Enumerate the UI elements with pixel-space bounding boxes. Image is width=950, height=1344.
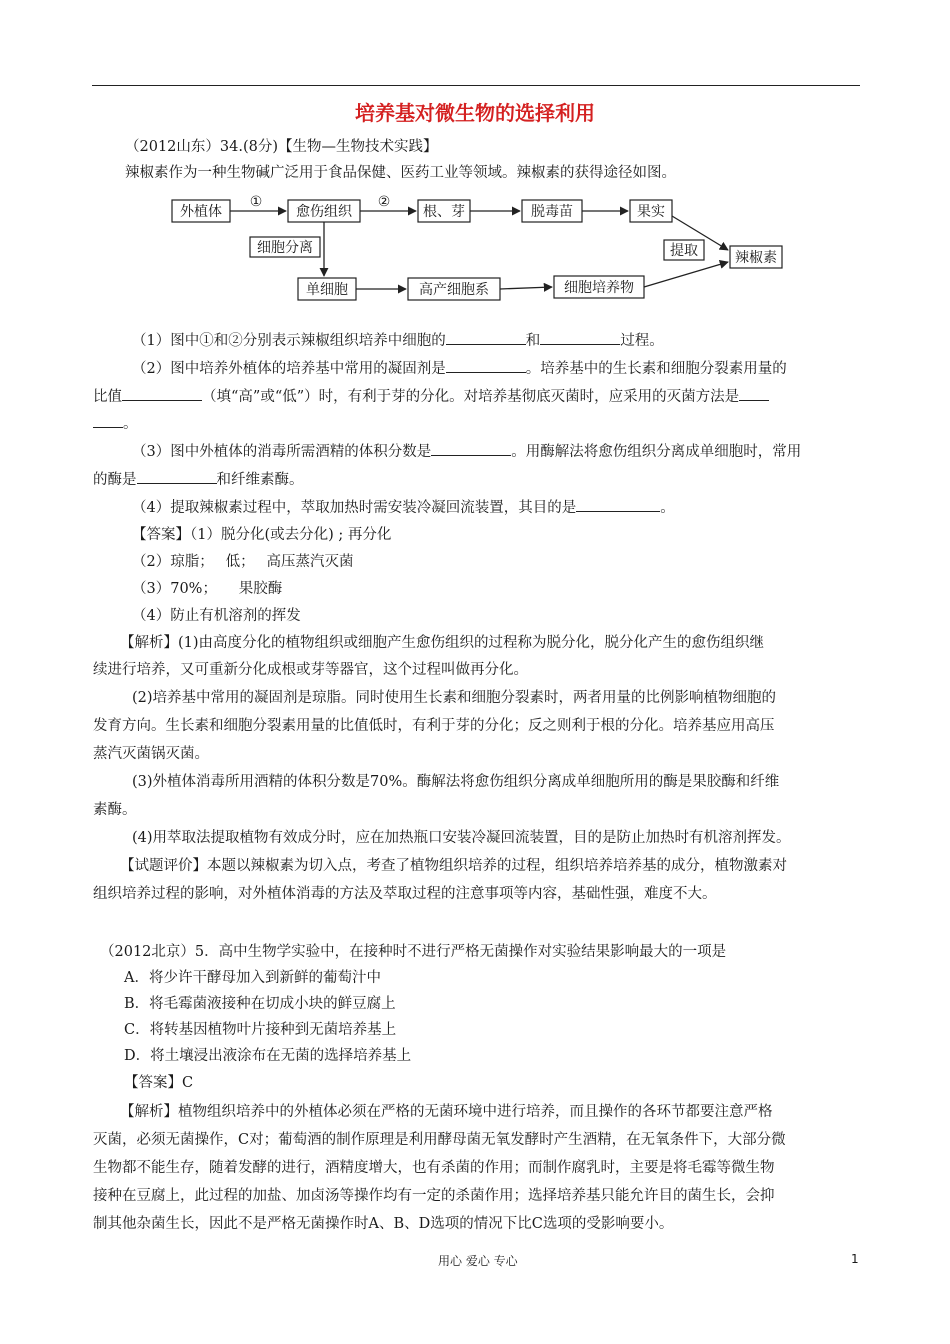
q1-part1: （1）图中①和②分别表示辣椒组织培养中细胞的 和 过程。: [132, 330, 664, 351]
label-fruit: 果实: [637, 204, 665, 220]
label-seedling: 脱毒苗: [531, 204, 573, 220]
q2-option-b: B．将毛霉菌液接种在切成小块的鲜豆腐上: [124, 996, 396, 1012]
blank: [739, 386, 769, 401]
arrow-6: [500, 287, 552, 289]
q1-analysis-3b: 素酶。: [93, 802, 137, 818]
mark-1: ①: [249, 194, 263, 210]
q1-answer-3: （3）70%； 果胶酶: [132, 581, 283, 597]
q1-analysis-2a: (2)培养基中常用的凝固剂是琼脂。同时使用生长素和细胞分裂素时，两者用量的比例影响植物细胞的: [132, 690, 777, 706]
q1-answer-4: （4）防止有机溶剂的挥发: [132, 608, 301, 624]
footer-motto: 用心 爱心 专心: [438, 1254, 518, 1268]
q1-analysis-2c: 蒸汽灭菌锅灭菌。: [93, 746, 209, 762]
label-capsaicin: 辣椒素: [735, 250, 777, 266]
q2-analysis-2: 灭菌，必须无菌操作，C对；葡萄酒的制作原理是利用酵母菌无氧发酵时产生酒精，在无氧条件下，大部分微: [93, 1132, 786, 1148]
blank: [137, 469, 217, 484]
q1-part4: （4）提取辣椒素过程中，萃取加热时需安装冷凝回流装置，其目的是 。: [132, 497, 675, 518]
q1-part3: （3）图中外植体的消毒所需酒精的体积分数是 。用酶解法将愈伤组织分离成单细胞时，常用: [132, 441, 801, 462]
q1-analysis-3a: (3)外植体消毒所用酒精的体积分数是70%。酶解法将愈伤组织分离成单细胞所用的酶是果胶酶和纤维: [132, 774, 780, 790]
q2-answer: 【答案】C: [124, 1075, 194, 1091]
q1-answer-2: （2）琼脂； 低； 高压蒸汽灭菌: [132, 554, 354, 570]
blank: [446, 358, 526, 373]
q1-intro: 辣椒素作为一种生物碱广泛用于食品保健、医药工业等领域。辣椒素的获得途径如图。: [125, 165, 676, 181]
q1-analysis-1a: 【解析】(1)由高度分化的植物组织或细胞产生愈伤组织的过程称为脱分化，脱分化产生的愈伤组织继: [120, 635, 765, 651]
blank: [93, 413, 123, 428]
q2-analysis-3: 生物都不能生存，随着发酵的进行，酒精度增大，也有杀菌的作用；而制作腐乳时，主要是将毛霉等微生物: [93, 1160, 775, 1176]
label-culture: 细胞培养物: [564, 280, 634, 296]
label-explant: 外植体: [180, 204, 222, 220]
q2-stem: （2012北京）5．高中生物学实验中，在接种时不进行严格无菌操作对实验结果影响最大的一项是: [100, 944, 727, 960]
label-high-cell: 高产细胞系: [419, 282, 489, 298]
blank: [431, 441, 511, 456]
q1-part2: （2）图中培养外植体的培养基中常用的凝固剂是 。培养基中的生长素和细胞分裂素用量的: [132, 358, 787, 379]
q2-option-a: A．将少许干酵母加入到新鲜的葡萄汁中: [124, 970, 381, 986]
capsaicin-flow-diagram: [160, 190, 800, 310]
blank: [122, 386, 202, 401]
q2-analysis-4: 接种在豆腐上，此过程的加盐、加卤汤等操作均有一定的杀菌作用；选择培养基只能允许目的菌生长，会抑: [93, 1188, 775, 1204]
page-number: 1: [851, 1252, 859, 1266]
q1-part2-cont: 比值 （填“高”或“低”）时，有利于芽的分化。对培养基彻底灭菌时，应采用的灭菌方法是: [93, 386, 769, 407]
q1-analysis-2b: 发育方向。生长素和细胞分裂素用量的比值低时，有利于芽的分化；反之则利于根的分化。培养基应用高压: [93, 718, 775, 734]
label-extract: 提取: [670, 243, 698, 259]
q1-source: （2012山东）34.(8分)【生物—生物技术实践】: [125, 139, 438, 155]
q1-evaluation-2: 组织培养过程的影响，对外植体消毒的方法及萃取过程的注意事项等内容，基础性强，难度不大。: [93, 886, 717, 902]
q1-analysis-1b: 续进行培养，又可重新分化成根或芽等器官，这个过程叫做再分化。: [93, 662, 528, 678]
q1-part2-end: 。: [93, 413, 138, 434]
top-rule: [92, 85, 860, 86]
q2-analysis-5: 制其他杂菌生长，因此不是严格无菌操作时A、B、D选项的情况下比C选项的受影响要小。: [93, 1216, 674, 1232]
q2-analysis-1: 【解析】植物组织培养中的外植体必须在严格的无菌环境中进行培养，而且操作的各环节都要注意严格: [120, 1104, 773, 1120]
q1-answer-1: 【答案】（1）脱分化(或去分化) ; 再分化: [132, 527, 392, 543]
label-root-bud: 根、芽: [423, 204, 465, 220]
blank: [576, 497, 660, 512]
q2-option-d: D．将土壤浸出液涂布在无菌的选择培养基上: [124, 1048, 412, 1064]
blank: [446, 330, 526, 345]
label-separate: 细胞分离: [257, 240, 313, 256]
blank: [540, 330, 620, 345]
label-callus: 愈伤组织: [296, 204, 352, 220]
arrow-8: [644, 262, 728, 287]
page-title: 培养基对微生物的选择利用: [355, 101, 595, 125]
mark-2: ②: [377, 194, 391, 210]
q1-part3-cont: 的酶是 和纤维素酶。: [93, 469, 304, 490]
q2-option-c: C．将转基因植物叶片接种到无菌培养基上: [124, 1022, 397, 1038]
q1-analysis-4: (4)用萃取法提取植物有效成分时，应在加热瓶口安装冷凝回流装置，目的是防止加热时有机溶剂挥发。: [132, 830, 791, 846]
label-single-cell: 单细胞: [306, 282, 348, 298]
q1-evaluation-1: 【试题评价】本题以辣椒素为切入点，考查了植物组织培养的过程，组织培养培养基的成分，植物激素对: [120, 858, 787, 874]
